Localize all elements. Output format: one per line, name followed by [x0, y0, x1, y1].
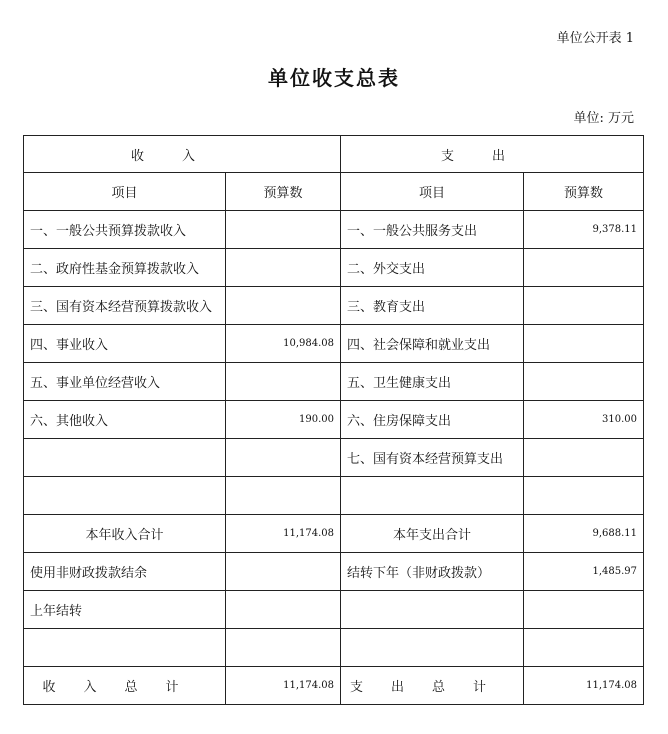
col-header-income-amount: 预算数 [226, 173, 341, 211]
income-item-cell: 使用非财政拨款结余 [24, 553, 226, 591]
expense-item-cell [341, 591, 524, 629]
expense-item-cell: 二、外交支出 [341, 249, 524, 287]
expense-amount-cell: 9,688.11 [524, 515, 644, 553]
income-item-cell: 六、其他收入 [24, 401, 226, 439]
expense-item-cell: 支出总计 [341, 667, 524, 705]
expense-item-cell: 本年支出合计 [341, 515, 524, 553]
col-header-income-item: 项目 [24, 173, 226, 211]
form-number: 单位公开表 1 [556, 31, 634, 46]
table-row [24, 477, 644, 515]
income-item-cell: 五、事业单位经营收入 [24, 363, 226, 401]
income-item-cell: 三、国有资本经营预算拨款收入 [24, 287, 226, 325]
income-amount-cell [226, 363, 341, 401]
expense-amount-cell: 1,485.97 [524, 553, 644, 591]
income-amount-cell: 11,174.08 [226, 515, 341, 553]
income-amount-cell [226, 211, 341, 249]
income-amount-cell: 10,984.08 [226, 325, 341, 363]
expense-amount-cell [524, 325, 644, 363]
income-group-header: 收入 [24, 136, 341, 173]
group-header-row [24, 136, 644, 173]
income-amount-cell [226, 629, 341, 667]
expense-item-cell: 四、社会保障和就业支出 [341, 325, 524, 363]
income-item-cell: 本年收入合计 [24, 515, 226, 553]
col-header-expense-amount: 预算数 [524, 173, 644, 211]
expense-item-cell [341, 629, 524, 667]
income-item-cell [24, 439, 226, 477]
income-amount-cell: 190.00 [226, 401, 341, 439]
table-row [24, 667, 644, 705]
expense-amount-cell [524, 477, 644, 515]
table-row [24, 363, 644, 401]
income-item-cell [24, 477, 226, 515]
expense-amount-cell: 9,378.11 [524, 211, 644, 249]
table-row [24, 515, 644, 553]
expense-amount-cell [524, 439, 644, 477]
table-row [24, 629, 644, 667]
column-header-row [24, 173, 644, 211]
expense-amount-cell [524, 363, 644, 401]
income-amount-cell [226, 553, 341, 591]
expense-item-cell: 结转下年（非财政拨款） [341, 553, 524, 591]
expense-group-header: 支出 [341, 136, 644, 173]
expense-amount-cell: 310.00 [524, 401, 644, 439]
expense-amount-cell [524, 629, 644, 667]
table-row [24, 439, 644, 477]
expense-item-cell [341, 477, 524, 515]
income-amount-cell [226, 477, 341, 515]
col-header-expense-item: 项目 [341, 173, 524, 211]
expense-item-cell: 五、卫生健康支出 [341, 363, 524, 401]
table-row [24, 211, 644, 249]
income-amount-cell [226, 287, 341, 325]
unit-label: 单位: 万元 [573, 111, 634, 126]
income-amount-cell [226, 249, 341, 287]
income-item-cell: 上年结转 [24, 591, 226, 629]
page-title: 单位收支总表 [268, 66, 400, 90]
expense-item-cell: 七、国有资本经营预算支出 [341, 439, 524, 477]
income-item-cell: 一、一般公共预算拨款收入 [24, 211, 226, 249]
expense-item-cell: 六、住房保障支出 [341, 401, 524, 439]
expense-item-cell: 一、一般公共服务支出 [341, 211, 524, 249]
table-row [24, 401, 644, 439]
expense-amount-cell [524, 287, 644, 325]
table-row [24, 553, 644, 591]
income-item-cell: 二、政府性基金预算拨款收入 [24, 249, 226, 287]
table-row [24, 325, 644, 363]
income-item-cell: 收入总计 [24, 667, 226, 705]
income-amount-cell [226, 439, 341, 477]
table-row [24, 287, 644, 325]
expense-amount-cell [524, 249, 644, 287]
expense-amount-cell: 11,174.08 [524, 667, 644, 705]
income-amount-cell [226, 591, 341, 629]
budget-table [23, 135, 644, 705]
income-item-cell [24, 629, 226, 667]
expense-item-cell: 三、教育支出 [341, 287, 524, 325]
expense-amount-cell [524, 591, 644, 629]
table-row [24, 249, 644, 287]
income-item-cell: 四、事业收入 [24, 325, 226, 363]
budget-table-body [24, 136, 644, 705]
income-amount-cell: 11,174.08 [226, 667, 341, 705]
table-row [24, 591, 644, 629]
